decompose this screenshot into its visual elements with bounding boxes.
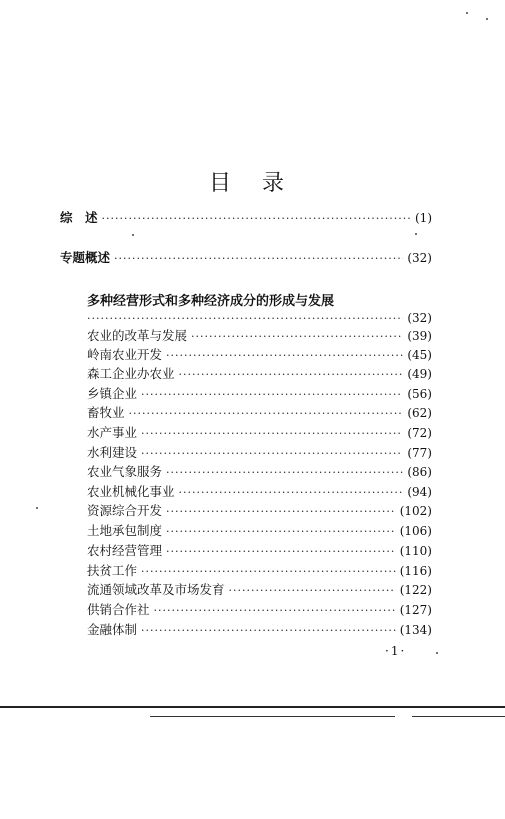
- toc-entry[interactable]: [87, 445, 432, 462]
- toc-entry-page: (116): [399, 564, 432, 578]
- toc-entry-label: 金融体制: [87, 622, 138, 637]
- toc-entry-page: (102): [399, 504, 432, 518]
- toc-leader: [166, 348, 403, 364]
- page-number: ·1·: [385, 644, 407, 658]
- toc-entry[interactable]: [87, 405, 432, 422]
- toc-entry-label: 扶贫工作: [87, 563, 138, 578]
- toc-leader: [114, 251, 403, 267]
- toc-entry-page: (106): [399, 524, 432, 538]
- toc-entry-label: 资源综合开发: [87, 503, 163, 518]
- toc-entry-page: (32): [407, 311, 432, 325]
- toc-entry-page: (45): [407, 348, 432, 362]
- toc-entry-overview[interactable]: [60, 210, 432, 227]
- scan-speck: [436, 652, 438, 654]
- toc-entry-label: 森工企业办农业: [87, 366, 175, 381]
- toc-entry-page: (110): [399, 544, 432, 558]
- toc-leader: [141, 426, 403, 442]
- toc-entry[interactable]: [87, 582, 432, 599]
- toc-entry-label: 专题概述: [60, 250, 111, 265]
- toc-entry-page: (134): [399, 623, 432, 637]
- page-title: 目 录: [209, 171, 296, 196]
- toc-leader: [141, 564, 396, 580]
- toc-leader: [191, 329, 403, 345]
- scan-rule: [0, 706, 505, 708]
- toc-leader: [229, 583, 396, 599]
- toc-leader: [129, 406, 404, 422]
- toc-entry[interactable]: [87, 563, 432, 580]
- scan-speck: [415, 233, 417, 235]
- scan-speck: [486, 18, 488, 20]
- toc-entry[interactable]: [87, 425, 432, 442]
- toc-subheading[interactable]: 多种经营形式和多种经济成分的形成与发展: [87, 294, 335, 309]
- toc-entry[interactable]: [87, 602, 432, 619]
- toc-entry-label: 水利建设: [87, 445, 138, 460]
- toc-entry-label: 土地承包制度: [87, 523, 163, 538]
- toc-entry-label: 乡镇企业: [87, 386, 138, 401]
- toc-entry-page: (1): [415, 211, 432, 225]
- toc-entry-page: (72): [407, 426, 432, 440]
- toc-entry-page: (86): [407, 465, 432, 479]
- toc-entry-page: (77): [407, 446, 432, 460]
- toc-entry-page: (127): [399, 603, 432, 617]
- toc-leader: [141, 387, 403, 403]
- scan-rule: [150, 716, 395, 717]
- toc-leader: [166, 524, 396, 540]
- toc-entry-page: (94): [407, 485, 432, 499]
- toc-leader: [166, 465, 403, 481]
- toc-entry[interactable]: [87, 622, 432, 639]
- toc-entry-label: 农村经营管理: [87, 543, 163, 558]
- toc-entry-special-topics[interactable]: [60, 250, 432, 267]
- toc-entry[interactable]: [87, 503, 432, 520]
- toc-leader: [87, 311, 403, 327]
- toc-leader: [166, 504, 396, 520]
- toc-entry[interactable]: [87, 464, 432, 481]
- toc-leader: [154, 603, 396, 619]
- toc-leader: [141, 446, 403, 462]
- toc-entry-label: 流通领域改革及市场发育: [87, 582, 225, 597]
- toc-entry-page: (62): [407, 406, 432, 420]
- toc-entry-page: (56): [407, 387, 432, 401]
- scan-rule: [412, 716, 505, 717]
- toc-entry[interactable]: [87, 347, 432, 364]
- toc-leader: [179, 485, 404, 501]
- toc-entry[interactable]: [87, 543, 432, 560]
- toc-entry[interactable]: [87, 328, 432, 345]
- toc-entry-label: 供销合作社: [87, 602, 150, 617]
- toc-entry-page: (49): [407, 367, 432, 381]
- toc-subheading-leader-line: [87, 310, 432, 327]
- toc-entry-label: 农业气象服务: [87, 464, 163, 479]
- scan-speck: [466, 12, 468, 14]
- toc-entry[interactable]: [87, 484, 432, 501]
- toc-entry[interactable]: [87, 386, 432, 403]
- toc-entry[interactable]: [87, 366, 432, 383]
- toc-entry-label: 水产事业: [87, 425, 138, 440]
- toc-entry-page: (32): [407, 251, 432, 265]
- toc-entry-page: (39): [407, 329, 432, 343]
- toc-leader: [102, 211, 411, 227]
- toc-entry-label: 农业机械化事业: [87, 484, 175, 499]
- toc-entry-label: 岭南农业开发: [87, 347, 163, 362]
- toc-leader: [141, 623, 396, 639]
- toc-entry-label: 畜牧业: [87, 405, 125, 420]
- toc-leader: [179, 367, 404, 383]
- toc-entry-page: (122): [399, 583, 432, 597]
- toc-entry-label: 农业的改革与发展: [87, 328, 188, 343]
- toc-entry[interactable]: [87, 523, 432, 540]
- toc-leader: [166, 544, 396, 560]
- toc-entry-label: 综 述: [60, 210, 98, 225]
- scan-speck: [132, 234, 134, 236]
- scan-speck: [36, 507, 38, 509]
